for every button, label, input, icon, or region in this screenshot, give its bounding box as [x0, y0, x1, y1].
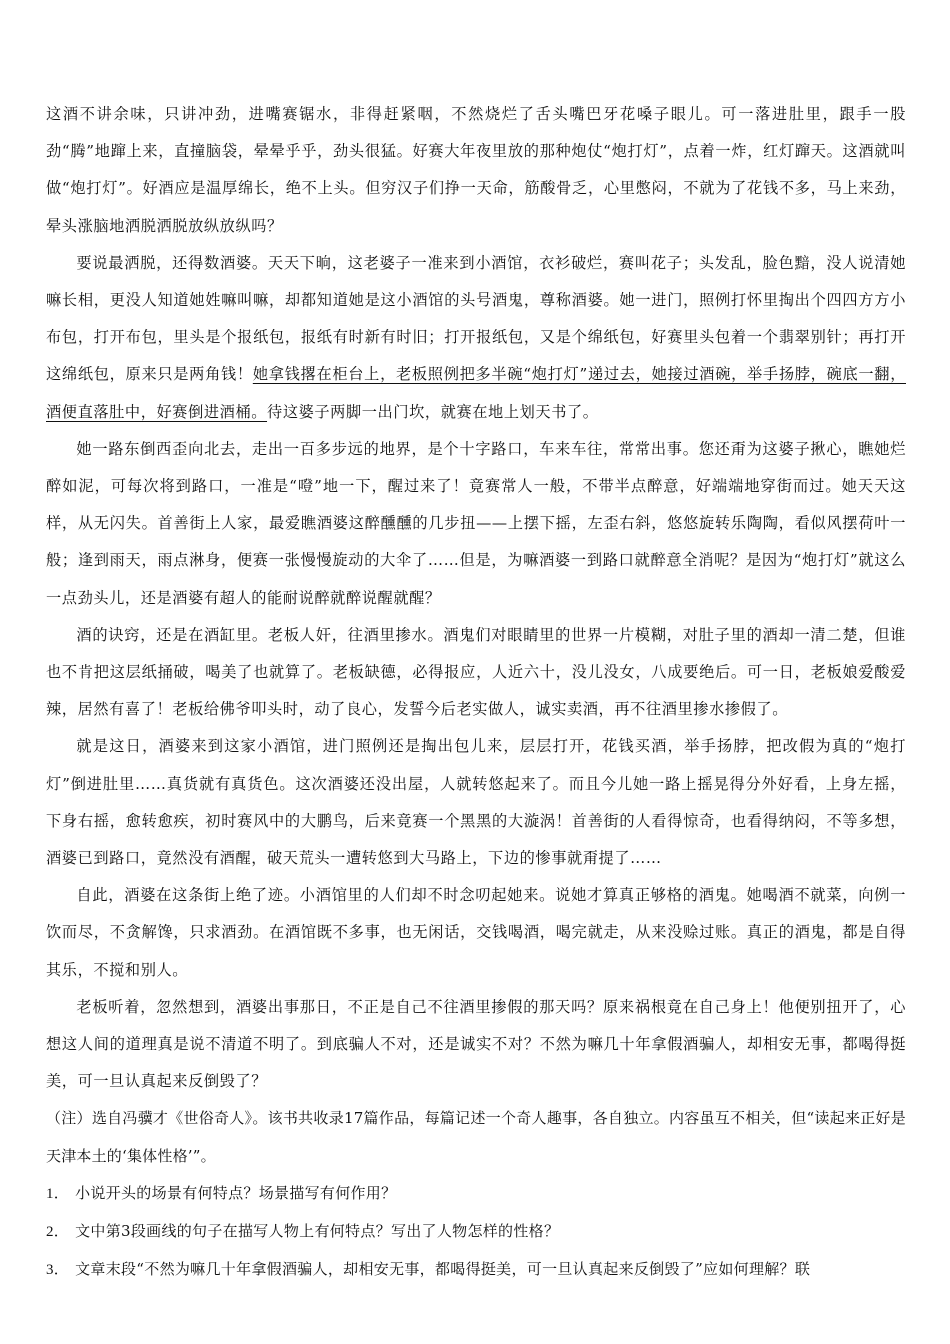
paragraph-2: [46, 245, 906, 431]
question-1: [46, 1175, 906, 1213]
question-3: [46, 1251, 906, 1289]
paragraph-4: 酒的诀窍，还是在酒缸里。老板人奸，往酒里掺水。酒鬼们对眼睛里的世界一片模糊，对肚子里的酒却一清二楚，但谁也不肯把这层纸捅破，喝美了也就算了。老板缺德，必得报应，人近六十，没儿没女，八成要绝后。可一日，老板娘爱酸爱辣，居然有喜了！老板给佛爷叩头时，动了良心，发誓今后老实做人，诚实卖酒，再不往酒里掺水掺假了。: [46, 625, 906, 719]
paragraph-7: 老板听着，忽然想到，酒婆出事那日，不正是自己不往酒里掺假的那天吗？原来祸根竟在自己身上！他便别扭开了，心想这人间的道理真是说不清道不明了。到底骗人不对，还是诚实不对？不然为嘛几十年拿假酒骗人，却相安无事，都喝得挺美，可一旦认真起来反倒毁了？: [46, 997, 906, 1091]
question-2-text: 文中第3段画线的句子在描写人物上有何特点？写出了人物怎样的性格？: [75, 1222, 560, 1241]
question-1-text: 小说开头的场景有何特点？场景描写有何作用？: [75, 1183, 397, 1202]
source-note: （注）选自冯骥才《世俗奇人》。该书共收录17篇作品，每篇记述一个奇人趣事，各自独立。内容虽互不相关，但“读起来正好是天津本土的‘集体性格’”。: [46, 1109, 906, 1165]
question-2-number: 2．: [46, 1224, 70, 1241]
paragraph-2-text-before: 要说最洒脱，还得数酒婆。天天下晌，这老婆子一准来到小酒馆，衣衫破烂，赛叫花子；头发乱，脸色黯，没人说清她嘛长相，更没人知道她姓嘛叫嘛，却都知道她是这小酒馆的头号酒鬼，尊称酒婆。她一进门，照例打怀里掏出个四四方方小布包，打开布包，里头是个报纸包，报纸有时新有时旧；打开报纸包，又是个绵纸包，好赛里头包着一个翡翠别针；再打开这绵纸包，原来只是两角钱！: [46, 253, 906, 384]
question-2: [46, 1213, 906, 1251]
paragraph-6: 自此，酒婆在这条街上绝了迹。小酒馆里的人们却不时念叨起她来。说她才算真正够格的酒鬼。她喝酒不就菜，向例一饮而尽，不贪解馋，只求酒劲。在酒馆既不多事，也无闲话，交钱喝酒，喝完就走，从来没赊过账。真正的酒鬼，都是自得其乐，不搅和别人。: [46, 886, 906, 979]
question-3-text: 文章末段“不然为嘛几十年拿假酒骗人，却相安无事，都喝得挺美，可一旦认真起来反倒毁了”应如何理解？联: [75, 1260, 811, 1279]
paragraph-3: 她一路东倒西歪向北去，走出一百多步远的地界，是个十字路口，车来车往，常常出事。您还甭为这婆子揪心，瞧她烂醉如泥，可每次将到路口，一准是“噔”地一下，醒过来了！竟赛常人一般，不带半点醉意，好端端地穿街而过。她天天这样，从无闪失。首善街上人家，最爱瞧酒婆这醉醺醺的几步扭——上摆下摇，左歪右斜，悠悠旋转乐陶陶，看似风摆荷叶一般；逢到雨天，雨点淋身，便赛一张慢慢旋动的大伞了……但是，为嘛酒婆一到路口就醉意全消呢？是因为“炮打灯”就这么一点劲头儿，还是酒婆有超人的能耐说醉就醉说醒就醒？: [46, 439, 906, 607]
question-1-number: 1．: [46, 1185, 70, 1202]
paragraph-2-text-after: 待这婆子两脚一出门坎，就赛在地上划天书了。: [267, 402, 599, 421]
question-3-number: 3．: [46, 1262, 70, 1279]
paragraph-5: 就是这日，酒婆来到这家小酒馆，进门照例还是掏出包儿来，层层打开，花钱买酒，举手扬脖，把改假为真的“炮打灯”倒进肚里……真货就有真货色。这次酒婆还没出屋，人就转悠起来了。而且今儿她一路上摇晃得分外好看，上身左摇，下身右摇，愈转愈疾，初时赛风中的大鹏鸟，后来竟赛一个黑黑的大漩涡！首善街的人看得惊奇，也看得纳闷，不等多想，酒婆已到路口，竟然没有酒醒，破天荒头一遭转悠到大马路上，下边的惨事就甭提了……: [46, 737, 906, 868]
paragraph-1: 这酒不讲余味，只讲冲劲，进嘴赛锯水，非得赶紧咽，不然烧烂了舌头嘴巴牙花嗓子眼儿。可一落进肚里，跟手一股劲“腾”地蹿上来，直撞脑袋，晕晕乎乎，劲头很猛。好赛大年夜里放的那种炮仗“炮打灯”，点着一炸，红灯蹿天。这酒就叫做“炮打灯”。好酒应是温厚绵长，绝不上头。但穷汉子们挣一天命，筋酸骨乏，心里憋闷，不就为了花钱不多，马上来劲，晕头涨脑地洒脱洒脱放纵放纵吗？: [46, 105, 906, 235]
underlined-sentence: 她拿钱撂在柜台上，老板照例把多半碗“炮打灯”递过去，她接过酒碗，举手扬脖，碗底一翻，酒便直落肚中，好赛倒进酒桶。: [46, 365, 906, 421]
